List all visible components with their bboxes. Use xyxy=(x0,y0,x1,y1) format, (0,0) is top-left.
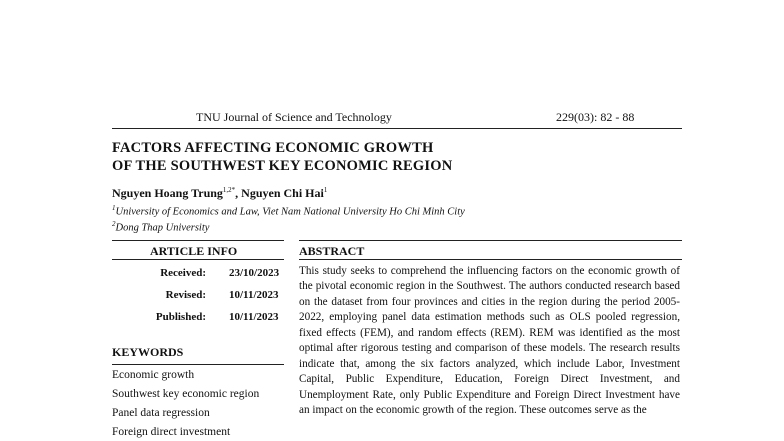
author-affiliation-marker: 1 xyxy=(323,186,328,194)
revised-label: Revised: xyxy=(165,289,206,301)
header-rule xyxy=(112,128,682,129)
received-label: Received: xyxy=(160,267,206,279)
author-list xyxy=(112,186,327,201)
affiliation-2 xyxy=(112,220,209,234)
published-label: Published: xyxy=(155,311,206,323)
keyword-item: Panel data regression xyxy=(112,407,210,419)
abstract-heading: ABSTRACT xyxy=(299,244,365,258)
revised-date: 10/11/2023 xyxy=(229,289,279,301)
abstract-text: This study seeks to comprehend the influencing factors on the economic growth of the pivotal economic region in the Southwest. The authors conducted research based on the dataset from four provinces and cities in the region during the period 2005-2022, employing panel data estimation methods such as OLS pooled regression, fixed effects (FEM), and random effects (REM). REM was identified as the most optimal after rigorous testing and comparison of these models. The research results indicate that, among the six factors analyzed, which include Labor, Investment Capital, Public Expenditure, Education, Foreign Direct Investment, and Unemployment Rate, only Public Expenditure and Foreign Direct Investment have an impact on the economic growth of the region. These outcomes serve as the xyxy=(299,265,680,417)
abstract-top-rule xyxy=(299,240,682,241)
affiliation-1 xyxy=(112,204,465,218)
affiliation-text: University of Economics and Law, Viet Nam National University Ho Chi Minh City xyxy=(115,206,465,218)
author-name: Nguyen Chi Hai xyxy=(241,186,324,200)
author-name: Nguyen Hoang Trung xyxy=(112,186,223,200)
title-line-1: FACTORS AFFECTING ECONOMIC GROWTH xyxy=(112,140,434,156)
article-info-heading: ARTICLE INFO xyxy=(150,244,238,258)
affiliation-marker: 1 xyxy=(112,204,116,212)
keywords-heading: KEYWORDS xyxy=(112,345,184,359)
journal-name: TNU Journal of Science and Technology xyxy=(196,110,392,124)
keyword-item: Southwest key economic region xyxy=(112,388,260,400)
article-info-top-rule xyxy=(112,240,284,241)
keywords-rule xyxy=(112,364,284,365)
issue-pages: 229(03): 82 - 88 xyxy=(556,110,635,124)
abstract-bottom-rule xyxy=(299,259,682,260)
affiliation-text: Dong Thap University xyxy=(115,222,210,234)
author-separator: , xyxy=(235,186,242,200)
affiliation-marker: 2 xyxy=(112,220,116,228)
published-date: 10/11/2023 xyxy=(229,311,279,323)
title-line-2: OF THE SOUTHWEST KEY ECONOMIC REGION xyxy=(112,158,453,174)
article-info-bottom-rule xyxy=(112,259,284,260)
author-affiliation-marker: 1,2* xyxy=(222,186,236,194)
keyword-item: Economic growth xyxy=(112,369,195,381)
keyword-item: Foreign direct investment xyxy=(112,426,231,438)
received-date: 23/10/2023 xyxy=(229,267,280,279)
